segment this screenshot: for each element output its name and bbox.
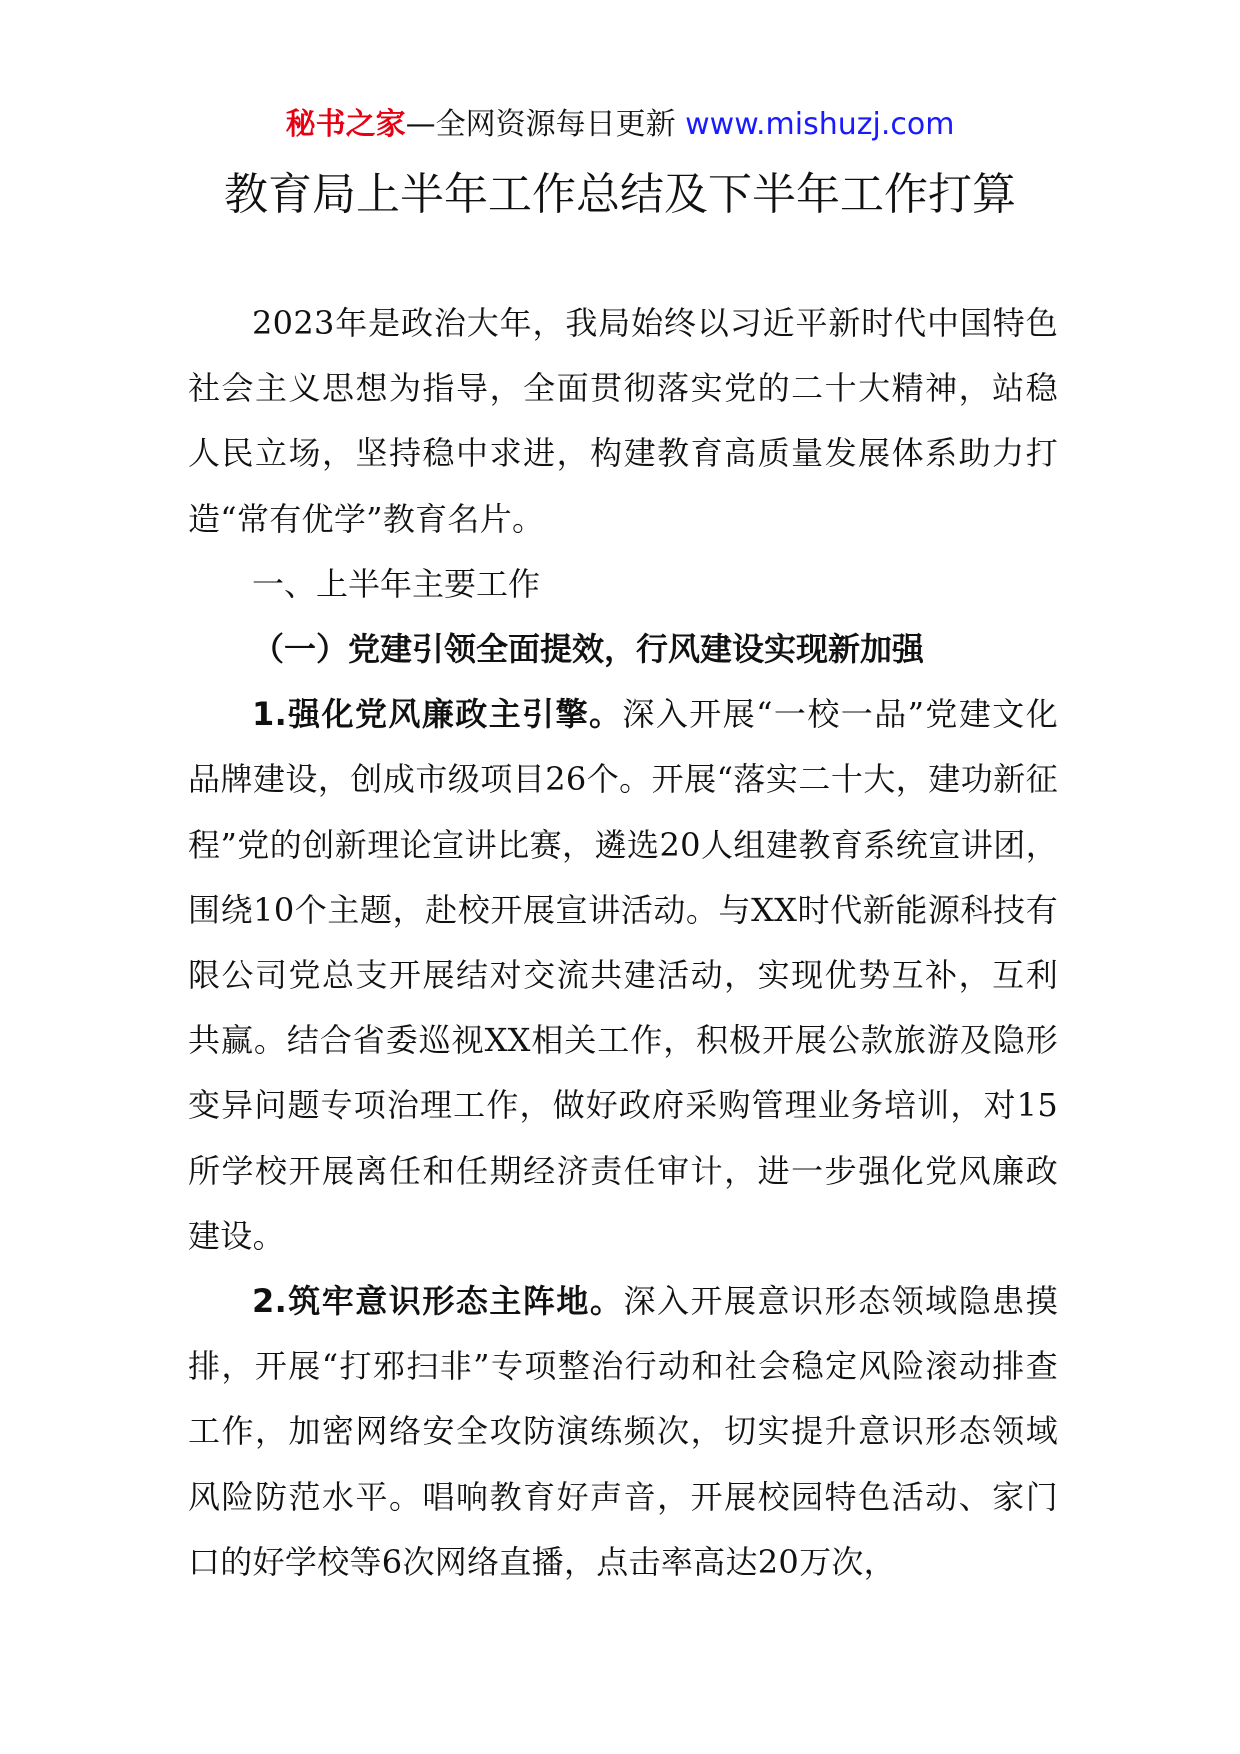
section-heading: 一、上半年主要工作: [252, 564, 541, 603]
item-lead-1: 1.强化党风廉政主引擎。: [252, 695, 623, 734]
brand-name: 秘书之家: [285, 107, 406, 142]
item-text-1: 深入开展“一校一品”党建文化品牌建设，创成市级项目26个。开展“落实二十大，建功新征程”党的创新理论宣讲比赛，遴选20人组建教育系统宣讲团，围绕10个主题，赴校开展宣讲活动。与XX时代新能源科技有限公司党总支开展结对交流共建活动，实现优势互补，互利共赢。结合省委巡视XX相关工作，积极开展公款旅游及隐形变异问题专项治理工作，做好政府采购管理业务培训，对15所学校开展离任和任期经济责任审计，进一步强化党风廉政建设。: [188, 695, 1058, 1255]
item-paragraph-2: [188, 1269, 1058, 1595]
item-paragraph-1: [188, 682, 1058, 1269]
brand-tagline: —全网资源每日更新: [405, 107, 676, 142]
brand-url-link[interactable]: www.mishuzj.com: [685, 107, 955, 142]
item-text-2: 深入开展意识形态领域隐患摸排，开展“打邪扫非”专项整治行动和社会稳定风险滚动排查工作，加密网络安全攻防演练频次，切实提升意识形态领域风险防范水平。唱响教育好声音，开展校园特色活动、家门口的好学校等6次网络直播，点击率高达20万次，: [188, 1282, 1058, 1581]
subsection-heading: （一）党建引领全面提效，行风建设实现新加强: [252, 630, 925, 669]
document-title: 教育局上半年工作总结及下半年工作打算: [224, 169, 1016, 220]
document-body: [188, 291, 1058, 1595]
site-header: [0, 100, 1240, 150]
item-lead-2: 2.筑牢意识形态主阵地。: [252, 1282, 624, 1321]
intro-paragraph: 2023年是政治大年，我局始终以习近平新时代中国特色社会主义思想为指导，全面贯彻落实党的二十大精神，站稳人民立场，坚持稳中求进，构建教育高质量发展体系助力打造“常有优学”教育名片。: [188, 304, 1058, 538]
